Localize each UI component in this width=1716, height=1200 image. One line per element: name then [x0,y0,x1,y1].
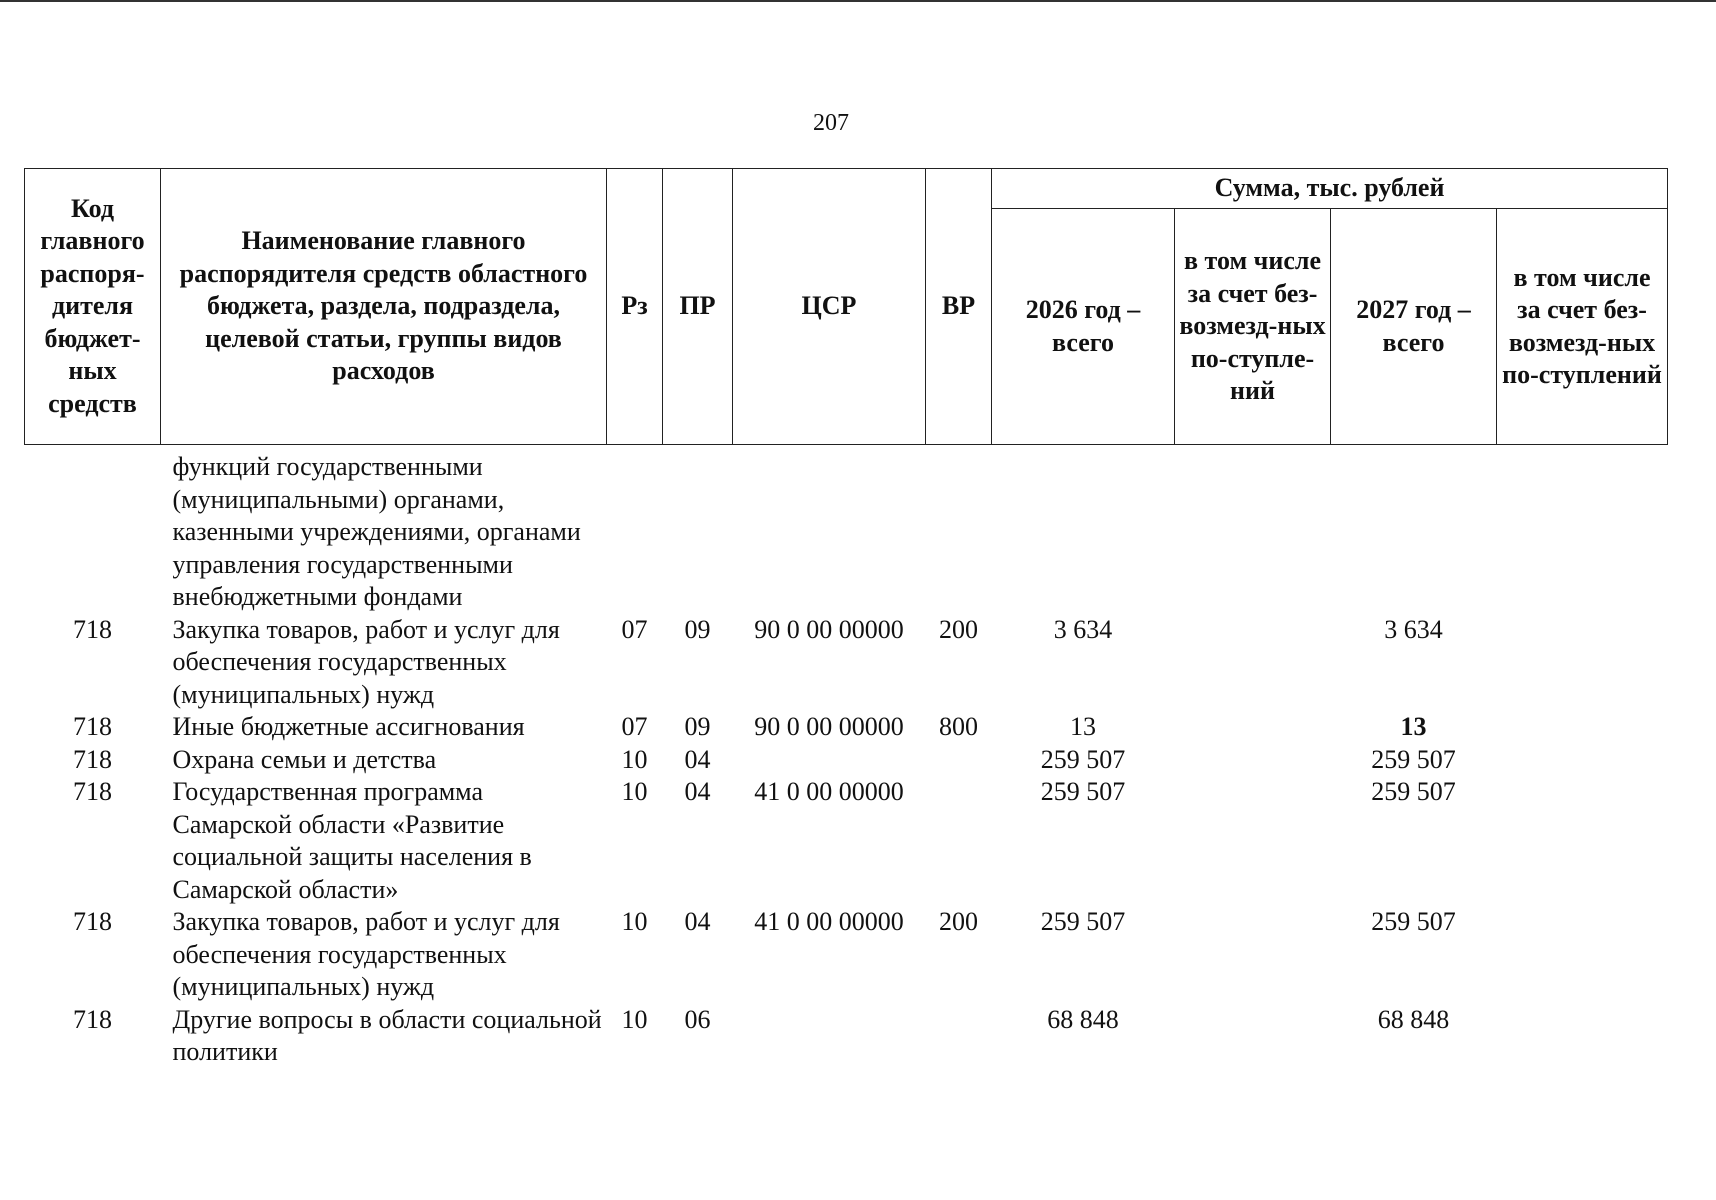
cell-code: 718 [73,777,112,806]
cell-2026-total: 3 634 [1053,614,1113,644]
cell-2026-total: 259 507 [1040,907,1126,936]
header-rz: Рз [607,169,663,445]
header-csr: ЦСР [733,169,926,445]
cell-2027-gratuitous [1497,776,1668,906]
page-number: 207 [813,110,849,136]
cell-name: Закупка товаров, работ и услуг для обеспечения государственных (муниципальных) нужд [172,614,560,709]
cell-csr: 41 0 00 00000 [754,907,904,936]
cell-2026-total [992,445,1175,614]
cell-vr [926,776,992,906]
header-code: Код главного распоря-дителя бюджет-ных средств [25,169,161,445]
cell-rz: 10 [621,907,648,936]
cell-2026-total: 68 848 [1047,1004,1119,1034]
cell-2027-total [1331,445,1497,614]
cell-code [25,445,161,614]
cell-2027-total: 3 634 [1384,614,1443,644]
header-2027-total: 2027 год – всего [1331,209,1497,445]
cell-rz [607,445,663,614]
cell-pr: 04 [684,744,711,774]
header-2027-gratuitous: в том числе за счет без-возмезд-ных по-ступлений [1497,209,1668,445]
header-vr: ВР [926,169,992,445]
table-body [25,445,1668,1069]
table-row [25,906,1668,1004]
cell-csr [733,1004,926,1069]
table-row [25,614,1668,712]
header-amount-group: Сумма, тыс. рублей [992,169,1668,209]
cell-2026-gratuitous [1175,906,1331,1004]
cell-2027-total: 13 [1400,712,1427,741]
header-2026-gratuitous: в том числе за счет без-возмезд-ных по-ступле-ний [1175,209,1331,445]
cell-code: 718 [73,712,112,741]
cell-code: 718 [73,744,112,774]
cell-csr: 90 0 00 00000 [754,712,904,741]
cell-vr: 200 [939,614,978,644]
table-row [25,776,1668,906]
cell-name: Иные бюджетные ассигнования [172,712,525,741]
cell-rz: 10 [621,777,648,806]
cell-rz: 10 [621,1004,648,1034]
cell-2027-total: 68 848 [1377,1004,1450,1034]
cell-pr: 09 [684,614,711,644]
cell-pr: 06 [684,1004,711,1034]
cell-2026-gratuitous [1175,1004,1331,1069]
cell-code: 718 [73,907,112,936]
cell-2027-total: 259 507 [1371,907,1456,936]
header-name: Наименование главного распорядителя средств областного бюджета, раздела, подраздела, целевой статьи, группы видов расходов [161,169,607,445]
cell-2026-total: 259 507 [1040,777,1126,806]
cell-rz: 07 [621,614,648,644]
cell-code: 718 [73,1004,112,1034]
cell-vr: 800 [939,712,978,741]
cell-2027-gratuitous [1497,744,1668,777]
cell-name: Охрана семьи и детства [172,744,437,774]
cell-2027-gratuitous [1497,614,1668,712]
cell-2027-gratuitous [1497,445,1668,614]
cell-vr [926,445,992,614]
cell-csr [733,744,926,777]
cell-2027-gratuitous [1497,906,1668,1004]
cell-name: Государственная программа Самарской области «Развитие социальной защиты населения в Самарской области» [172,777,532,904]
cell-2026-total: 13 [1070,712,1096,741]
cell-pr: 09 [684,712,711,741]
cell-2027-gratuitous [1497,711,1668,744]
table-row [25,744,1668,777]
cell-rz: 07 [621,712,648,741]
header-pr: ПР [663,169,733,445]
top-rule [0,0,1716,2]
cell-name: Другие вопросы в области социальной политики [172,1004,602,1066]
cell-name: Закупка товаров, работ и услуг для обеспечения государственных (муниципальных) нужд [172,907,560,1001]
budget-table [24,168,1668,1069]
cell-2027-total: 259 507 [1371,744,1456,774]
cell-2027-gratuitous [1497,1004,1668,1069]
table-row [25,445,1668,614]
header-2026-total: 2026 год – всего [992,209,1175,445]
cell-vr [926,1004,992,1069]
cell-2026-gratuitous [1175,711,1331,744]
cell-pr [663,445,733,614]
cell-pr: 04 [684,777,711,806]
cell-pr: 04 [684,907,711,936]
cell-2026-gratuitous [1175,776,1331,906]
cell-2026-gratuitous [1175,744,1331,777]
cell-2026-total: 259 507 [1040,744,1126,774]
cell-vr: 200 [939,907,978,936]
cell-csr: 90 0 00 00000 [754,614,904,644]
cell-csr [733,445,926,614]
table-row [25,1004,1668,1069]
cell-rz: 10 [621,744,648,774]
cell-2027-total: 259 507 [1371,777,1456,806]
cell-2026-gratuitous [1175,445,1331,614]
cell-name: функций государственными (муниципальными) органами, казенными учреждениями, органами управления государственными внебюджетными фондами [172,452,581,611]
cell-vr [926,744,992,777]
cell-code: 718 [73,614,112,644]
cell-csr: 41 0 00 00000 [754,777,904,806]
table-header [25,169,1668,445]
cell-2026-gratuitous [1175,614,1331,712]
table-row [25,711,1668,744]
